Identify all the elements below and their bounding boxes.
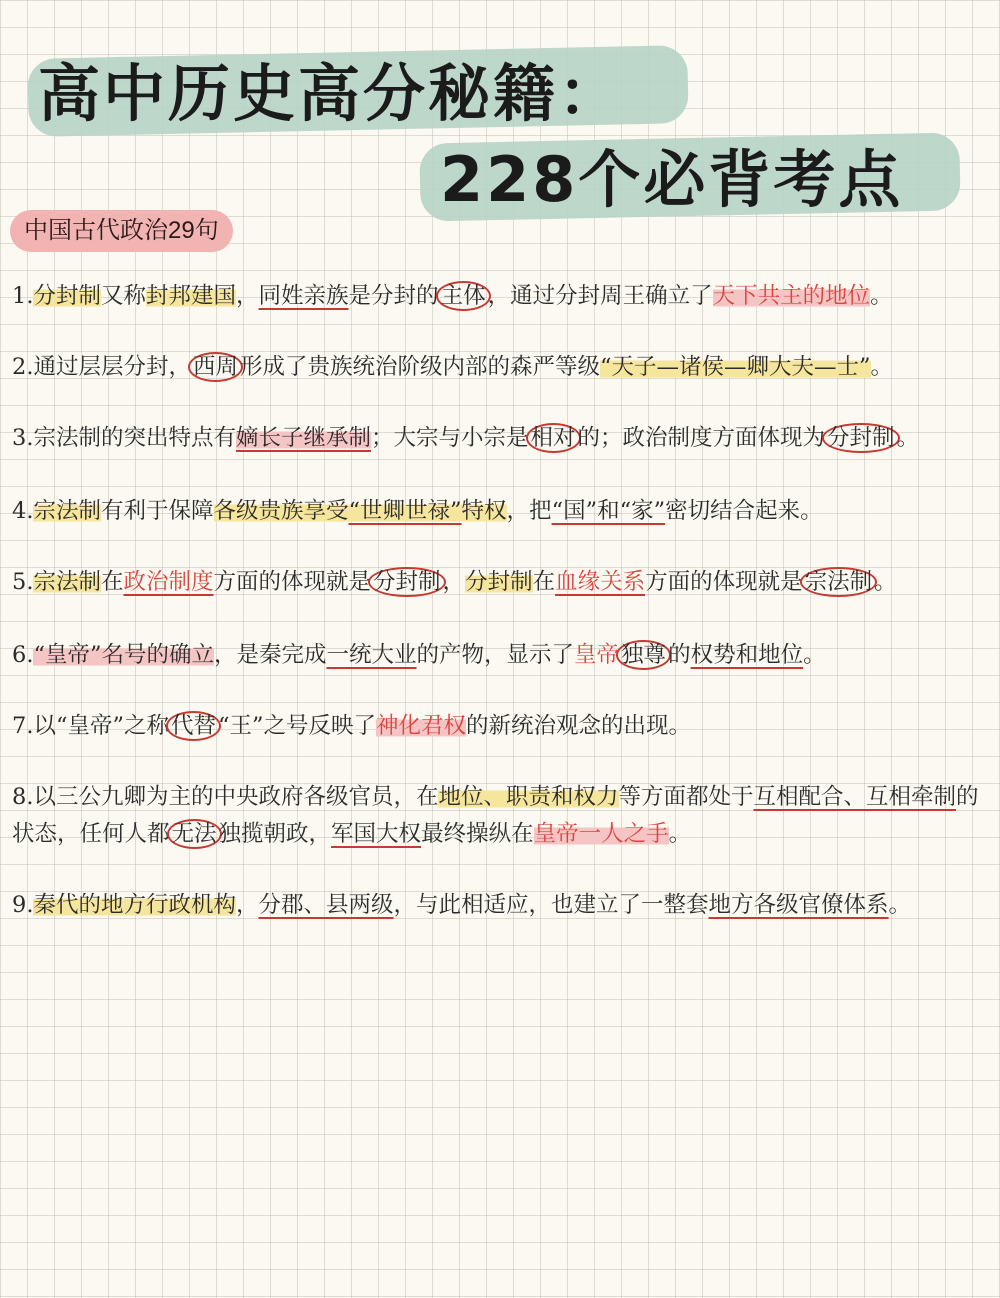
point-text: 。: [888, 892, 912, 918]
point-text: 在: [100, 569, 124, 595]
point-item: [12, 708, 992, 745]
point-item: [12, 564, 992, 601]
page-title-line-1: 高中历史高分秘籍：: [38, 57, 624, 130]
point-number: 2.: [12, 354, 34, 380]
point-text: 方面的体现就是: [645, 569, 803, 595]
point-emphasis: 分封制: [368, 567, 446, 597]
point-emphasis: 无法: [167, 819, 222, 849]
point-text: 形成了贵族统治阶级内部的森严等级: [240, 354, 601, 380]
point-number: 5.: [12, 569, 34, 595]
point-emphasis: 神化君权: [376, 713, 467, 739]
point-emphasis: 宗法制: [800, 567, 878, 597]
point-list: [12, 278, 992, 924]
point-number: 8.: [12, 784, 34, 810]
point-emphasis: “天子—诸侯—卿大夫—士”: [600, 354, 871, 380]
point-text: “王”之号: [218, 713, 309, 739]
point-text: 在: [532, 569, 556, 595]
point-emphasis: 秦代的地方行政机构: [33, 892, 236, 918]
point-emphasis: 封邦建国: [146, 283, 237, 309]
point-text: 。: [896, 425, 920, 451]
point-item: [12, 420, 992, 457]
point-emphasis: 分封制: [465, 569, 533, 595]
point-item: [12, 779, 992, 853]
point-emphasis: 特权: [461, 498, 507, 524]
point-text: 的状态，任何人都: [12, 784, 979, 847]
point-text: 。: [803, 642, 826, 668]
point-text: ，通过分封周王确立了: [487, 283, 713, 309]
point-emphasis: 互相配合、互相牵制: [753, 784, 957, 810]
point-emphasis: 相对: [526, 423, 581, 453]
point-text: 以三公九卿为主的中央政府各级官员，在: [33, 784, 439, 810]
point-emphasis: 分封制: [33, 283, 101, 309]
point-item: [12, 637, 992, 674]
point-emphasis: 嫡长子继承制: [235, 425, 371, 451]
point-emphasis: 天下共主的地位: [712, 283, 871, 309]
section-tag: 中国古代政治29句: [10, 210, 233, 252]
point-item: [12, 278, 992, 315]
point-text: 独揽朝政，: [218, 821, 332, 847]
point-text: 通过层层分封，: [33, 354, 191, 380]
point-number: 7.: [12, 713, 34, 739]
point-emphasis: 同姓亲族: [258, 283, 349, 309]
point-emphasis: 一统大业: [326, 642, 417, 668]
point-text: 的新统治观念的出现。: [466, 713, 692, 739]
point-emphasis: 宗法制: [33, 498, 101, 524]
point-text: 以“皇帝”之称: [33, 713, 169, 739]
point-text: 又称: [100, 283, 146, 309]
point-text: 密切结合起来。: [665, 498, 823, 524]
point-text: 。: [668, 821, 692, 847]
point-text: ，是秦完成: [213, 642, 327, 668]
point-text: ，与此相适应，也建立了一整套: [393, 892, 709, 918]
point-emphasis: “皇帝”名号的确立: [33, 642, 214, 668]
point-item: [12, 887, 992, 924]
point-text: 有利于保障: [100, 498, 214, 524]
page-title-line-2: 228个必背考点: [440, 143, 904, 216]
point-emphasis: 权势和地位: [690, 642, 804, 668]
point-text: 反映了: [308, 713, 377, 739]
point-number: 3.: [12, 425, 34, 451]
point-item: [12, 493, 992, 530]
point-text: ；大宗与小宗是: [371, 425, 529, 451]
point-emphasis: 代替: [166, 711, 221, 741]
point-emphasis: 血缘关系: [555, 569, 646, 595]
point-emphasis: 军国大权: [331, 821, 422, 847]
point-number: 6.: [12, 642, 34, 668]
point-emphasis: 宗法制: [33, 569, 101, 595]
point-text: 最终操纵在: [421, 821, 534, 847]
point-text: 的；政治制度方面体现为: [577, 425, 826, 451]
point-text: ，: [235, 892, 259, 918]
point-text: 方面的体现就是: [213, 569, 372, 595]
point-text: 。: [870, 354, 894, 380]
point-number: 9.: [12, 892, 34, 918]
point-emphasis: 各级贵族享受: [213, 498, 349, 524]
point-emphasis: 地方各级官僚体系: [708, 892, 889, 918]
point-number: 1.: [12, 283, 34, 309]
point-item: [12, 349, 992, 386]
point-text: 的产物，显示了: [416, 642, 575, 668]
point-emphasis: 皇帝: [574, 642, 620, 668]
point-text: 。: [870, 283, 893, 309]
point-text: 宗法制的突出特点有: [33, 425, 236, 451]
point-emphasis: “国”和“家”: [551, 498, 666, 524]
point-emphasis: 分郡、县两级: [258, 892, 394, 918]
point-emphasis: 皇帝一人之手: [533, 821, 669, 847]
point-text: 是分封的: [348, 283, 439, 309]
point-emphasis: 分封制: [822, 423, 900, 453]
point-emphasis: 主体: [436, 281, 491, 311]
point-text: ，把: [506, 498, 552, 524]
point-text: 的: [668, 642, 691, 668]
point-text: 等方面都处于: [618, 784, 754, 810]
point-emphasis: 政治制度: [123, 569, 214, 595]
point-text: ，: [236, 283, 259, 309]
point-text: 。: [874, 569, 897, 595]
point-text: ，: [442, 569, 466, 595]
point-number: 4.: [12, 498, 34, 524]
point-emphasis: “世卿世禄”: [348, 498, 462, 524]
point-emphasis: 独尊: [616, 640, 671, 670]
point-emphasis: 西周: [188, 352, 243, 382]
point-emphasis: 地位、职责和权力: [438, 784, 619, 810]
